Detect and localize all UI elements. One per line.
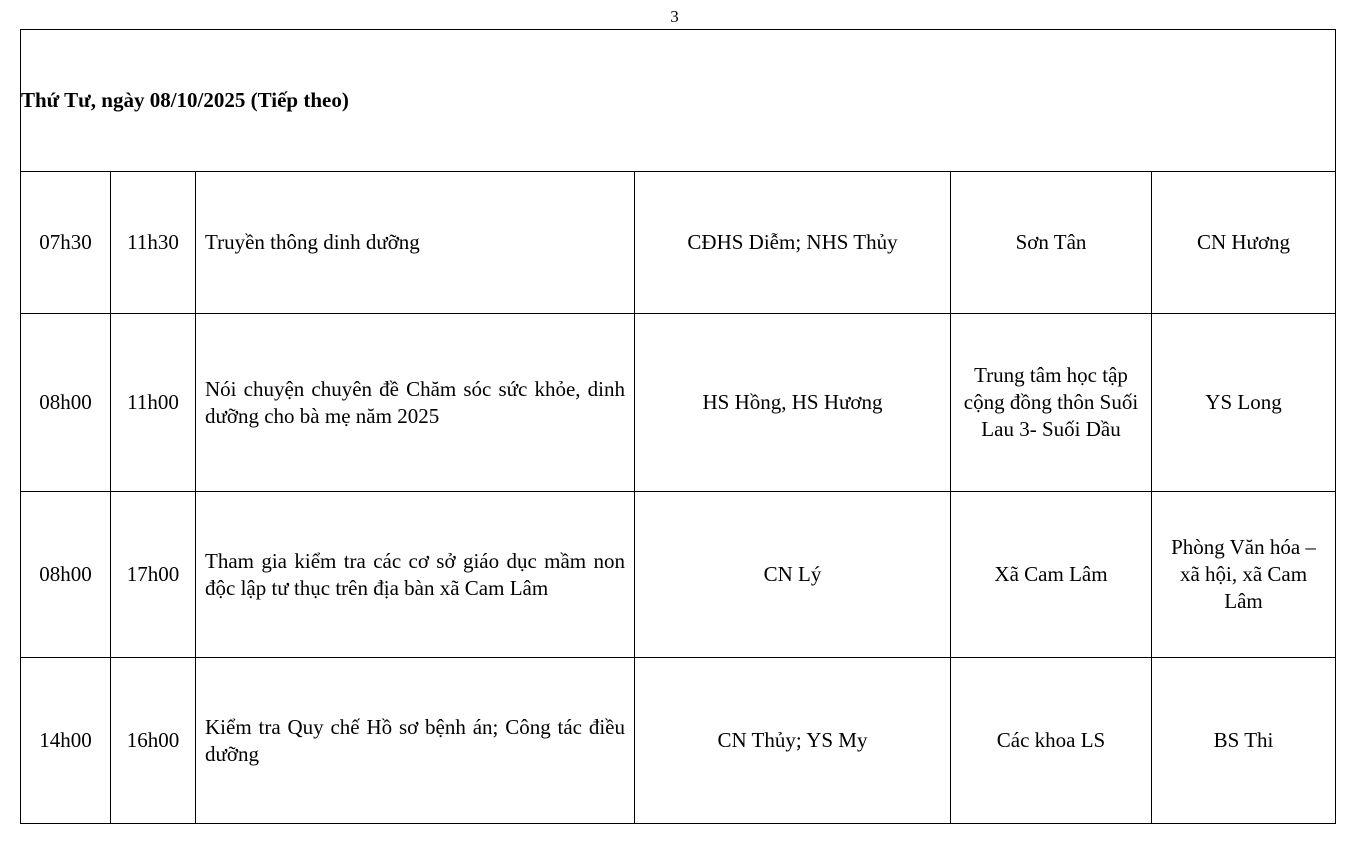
- participants: CN Lý: [635, 492, 951, 658]
- start-time: 08h00: [21, 314, 111, 492]
- lead: BS Thi: [1152, 658, 1336, 824]
- table-row: [21, 314, 1336, 492]
- end-time: 11h00: [111, 314, 196, 492]
- participants: HS Hồng, HS Hương: [635, 314, 951, 492]
- end-time: 11h30: [111, 172, 196, 314]
- participants: CĐHS Diễm; NHS Thủy: [635, 172, 951, 314]
- location: Trung tâm học tập cộng đồng thôn Suối Lau 3- Suối Dầu: [951, 314, 1152, 492]
- table-row: [21, 172, 1336, 314]
- start-time: 14h00: [21, 658, 111, 824]
- table-row: [21, 492, 1336, 658]
- location: Sơn Tân: [951, 172, 1152, 314]
- start-time: 08h00: [21, 492, 111, 658]
- page-number: 3: [670, 7, 679, 26]
- activity-content: Kiểm tra Quy chế Hồ sơ bệnh án; Công tác điều dưỡng: [196, 658, 635, 824]
- start-time: 07h30: [21, 172, 111, 314]
- location: Xã Cam Lâm: [951, 492, 1152, 658]
- lead: YS Long: [1152, 314, 1336, 492]
- day-header: Thứ Tư, ngày 08/10/2025 (Tiếp theo): [21, 30, 1336, 172]
- location: Các khoa LS: [951, 658, 1152, 824]
- schedule-table: [20, 29, 1336, 824]
- table-row: [21, 658, 1336, 824]
- day-header-row: [21, 30, 1336, 172]
- end-time: 17h00: [111, 492, 196, 658]
- activity-content: Truyền thông dinh dưỡng: [196, 172, 635, 314]
- end-time: 16h00: [111, 658, 196, 824]
- participants: CN Thủy; YS My: [635, 658, 951, 824]
- lead: CN Hương: [1152, 172, 1336, 314]
- lead: Phòng Văn hóa – xã hội, xã Cam Lâm: [1152, 492, 1336, 658]
- activity-content: Tham gia kiểm tra các cơ sở giáo dục mầm non độc lập tư thục trên địa bàn xã Cam Lâm: [196, 492, 635, 658]
- activity-content: Nói chuyện chuyên đề Chăm sóc sức khỏe, dinh dưỡng cho bà mẹ năm 2025: [196, 314, 635, 492]
